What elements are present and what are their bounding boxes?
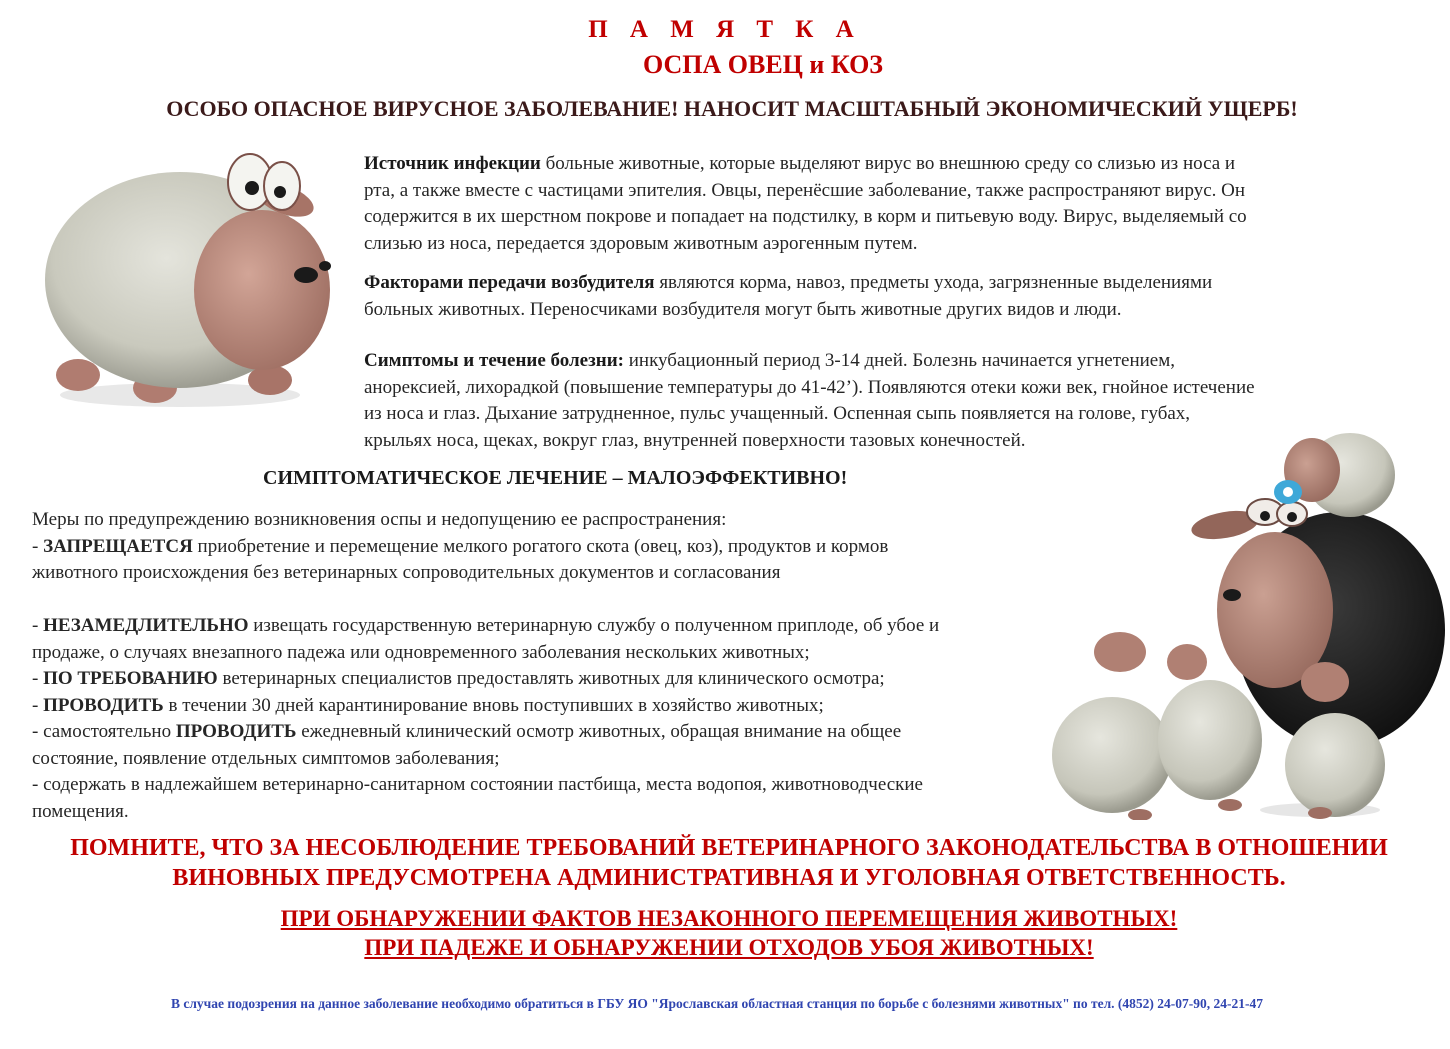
measure-item: [32, 666, 1112, 693]
infection-source: [364, 151, 1424, 257]
measure-continuation: состояние, появление отдельных симптомов заболевания;: [32, 747, 500, 769]
source-text: больные животные, которые выделяют вирус во внешнюю среду со слизью из носа и: [540, 153, 1236, 174]
symptoms-text: инкубационный период 3-14 дней. Болезнь начинается угнетением,: [623, 350, 1176, 371]
measure-text: ежедневный клинический осмотр животных, обращая внимание на общее: [296, 721, 902, 742]
sheep-nose: [294, 267, 318, 283]
white-sheep-body: [1285, 713, 1385, 817]
measure-text: ветеринарных специалистов предоставлять животных для клинического осмотра;: [217, 668, 885, 689]
measure-keyword: ЗАПРЕЩАЕТСЯ: [43, 535, 193, 557]
transmission-label: Факторами передачи возбудителя: [364, 272, 655, 293]
measure-prefix: -: [32, 615, 44, 636]
sheep-illustration: [30, 140, 360, 420]
infection-source-label: Источник инфекции: [364, 153, 541, 174]
source-text: содержится в их шерстном покрове и попадает на подстилку, в корм и питьевую воду. Вирус, выделяемый со: [364, 206, 1247, 227]
contact-footer: В случае подозрения на данное заболевание необходимо обратиться в ГБУ ЯО "Ярославская областная станция по борьбе с болезнями животных" по тел. (4852) 24-07-90, 24-21-47: [170, 996, 1264, 1011]
measure-prefix: -: [32, 694, 44, 716]
disease-title: ОСПА ОВЕЦ и КОЗ: [642, 50, 884, 79]
sheep-face: [194, 210, 330, 370]
measure-keyword: ПРОВОДИТЬ: [175, 721, 297, 742]
treatment-heading: СИМПТОМАТИЧЕСКОЕ ЛЕЧЕНИЕ – МАЛОЭФФЕКТИВНО!: [263, 467, 848, 489]
measure-keyword: НЕЗАМЕДЛИТЕЛЬНО: [43, 615, 249, 636]
measure-continuation: помещения.: [32, 800, 129, 822]
legal-warning-line: ПОМНИТЕ, ЧТО ЗА НЕСОБЛЮДЕНИЕ ТРЕБОВАНИЙ ВЕТЕРИНАРНОГО ЗАКОНОДАТЕЛЬСТВА В ОТНОШЕНИИ: [70, 835, 1388, 861]
report-alert-line: ПРИ ПАДЕЖЕ И ОБНАРУЖЕНИИ ОТХОДОВ УБОЯ ЖИВОТНЫХ!: [364, 935, 1094, 960]
measure-keyword: ПО ТРЕБОВАНИЮ: [43, 668, 218, 689]
measure-prefix: -: [32, 535, 44, 557]
measure-text: в течении 30 дней карантинирование вновь поступивших в хозяйство животных;: [163, 694, 824, 716]
legal-warning: [0, 833, 1450, 893]
measure-item: [32, 772, 1112, 799]
sheep-leg: [56, 359, 100, 391]
page-title: П А М Я Т К А: [588, 16, 862, 43]
measure-continuation: животного происхождения без ветеринарных сопроводительных документов и согласования: [32, 562, 781, 583]
symptoms-text: анорексией, лихорадкой (повышение температуры до 41-42’). Появляются отеки кожи век, гнойное истечение: [364, 376, 1255, 398]
measure-item: [32, 719, 1112, 746]
measure-item: [32, 613, 1112, 640]
measures-intro: Меры по предупреждению возникновения оспы и недопущению ее распространения:: [32, 509, 727, 530]
legal-warning-line: ВИНОВНЫХ ПРЕДУСМОТРЕНА АДМИНИСТРАТИВНАЯ И УГОЛОВНАЯ ОТВЕТСТВЕННОСТЬ.: [172, 865, 1286, 891]
measure-continuation: продаже, о случаях внезапного падежа или одновременного заболевания нескольких животных;: [32, 641, 810, 663]
measure-prefix: - содержать в надлежайшем ветеринарно-санитарном состоянии пастбища, места водопоя, животноводческие: [32, 774, 923, 795]
symptoms-label: Симптомы и течение болезни:: [364, 350, 624, 371]
measure-prefix: -: [32, 668, 44, 689]
subtitle: ОСОБО ОПАСНОЕ ВИРУСНОЕ ЗАБОЛЕВАНИЕ! НАНОСИТ МАСШТАБНЫЙ ЭКОНОМИЧЕСКИЙ УЩЕРБ!: [166, 96, 1298, 121]
prevention-measures: [32, 507, 1112, 825]
report-alert-line: ПРИ ОБНАРУЖЕНИИ ФАКТОВ НЕЗАКОННОГО ПЕРЕМЕЩЕНИЯ ЖИВОТНЫХ!: [280, 906, 1178, 931]
report-alert: [0, 904, 1450, 962]
measure-prefix: - самостоятельно: [32, 721, 176, 742]
source-text: рта, а также вместе с частицами эпителия. Овцы, перенёсшие заболевание, также распространяют вирус. Он: [364, 179, 1246, 201]
symptoms-text: из носа и глаз. Дыхание затрудненное, пульс учащенный. Оспенная сыпь появляется на голове, губах,: [364, 403, 1191, 424]
source-text: слизью из носа, передается здоровым животным аэрогенным путем.: [364, 232, 918, 254]
factors-text: являются корма, навоз, предметы ухода, загрязненные выделениями: [654, 272, 1213, 293]
measure-item: [32, 693, 1112, 720]
symptoms-text: крыльях носа, щеках, вокруг глаз, внутренней поверхности тазовых конечностей.: [364, 429, 1026, 451]
sheep-eye: [264, 162, 300, 210]
white-sheep-body: [1158, 680, 1262, 800]
transmission-factors: [364, 270, 1424, 323]
measure-text: извещать государственную ветеринарную службу о полученном приплоде, об убое и: [248, 615, 940, 636]
measure-item: [32, 534, 1112, 561]
measure-text: приобретение и перемещение мелкого рогатого скота (овец, коз), продуктов и кормов: [192, 535, 889, 557]
factors-text: больных животных. Переносчиками возбудителя могут быть животные других видов и люди.: [364, 298, 1122, 320]
measure-keyword: ПРОВОДИТЬ: [43, 694, 164, 716]
